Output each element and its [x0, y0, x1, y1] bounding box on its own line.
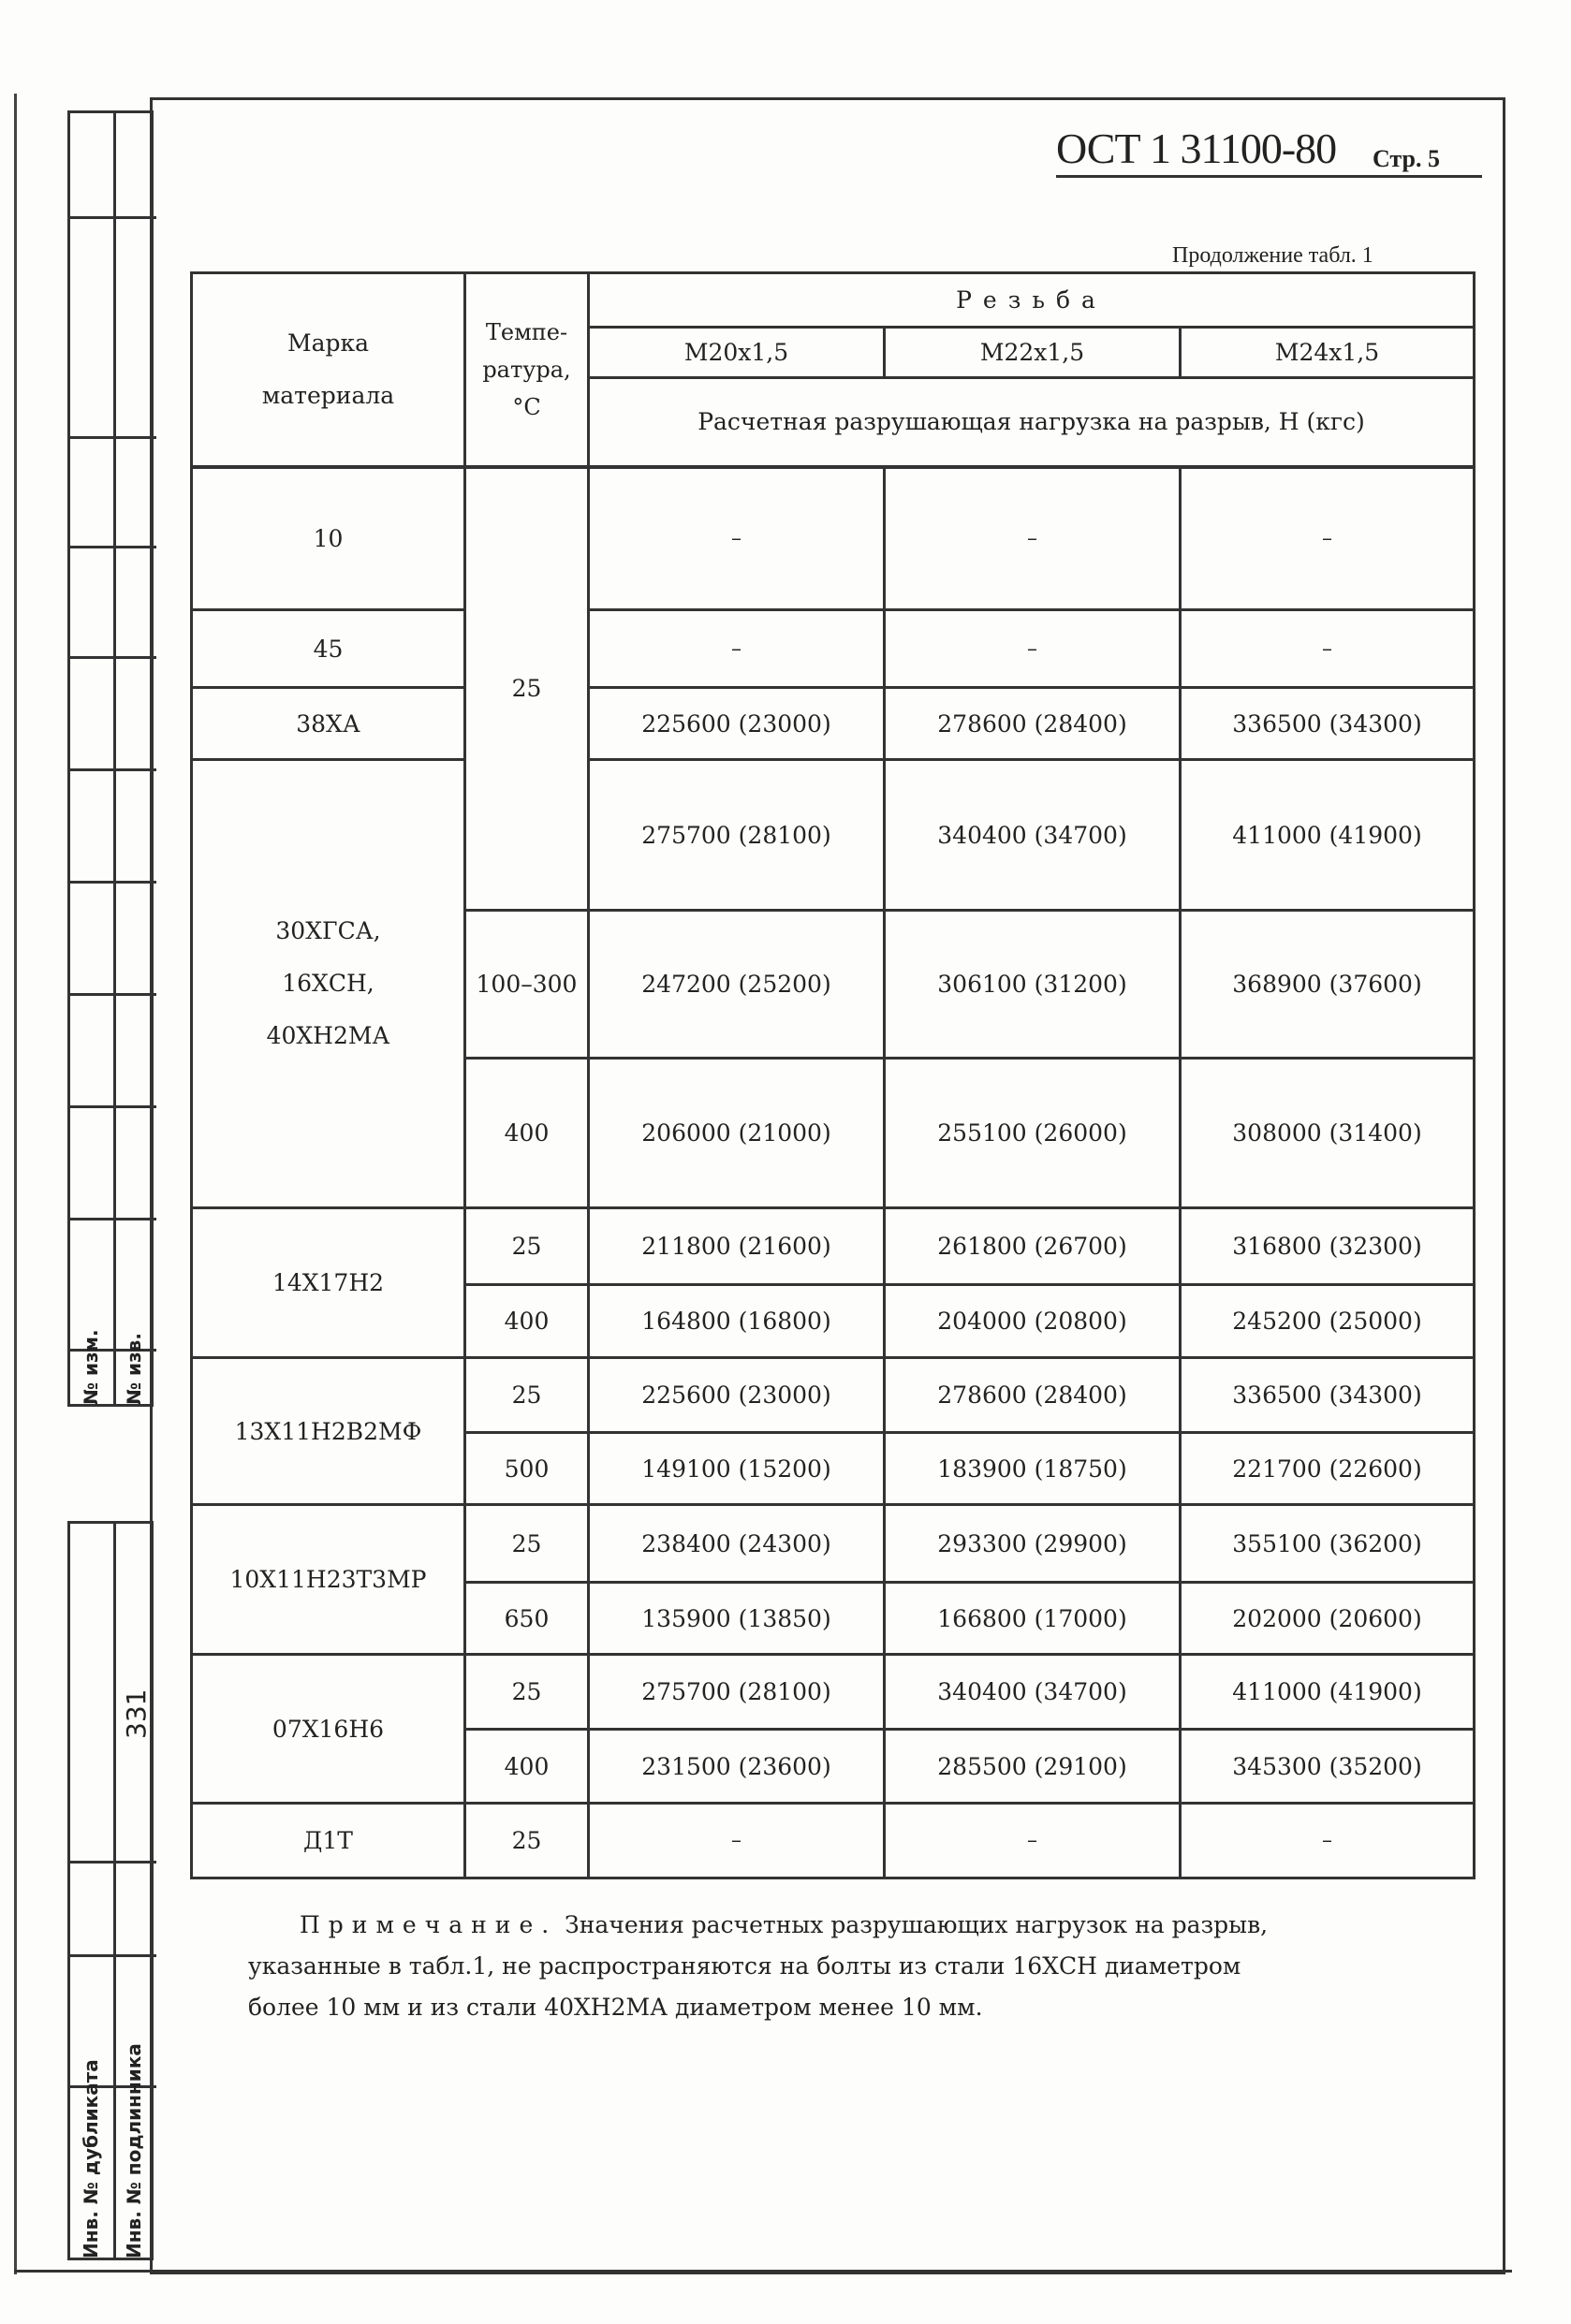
bottom-border-line — [14, 2270, 1512, 2273]
header-load: Расчетная разрушающая нагрузка на разрыв, Н (кгс) — [589, 378, 1475, 467]
value-cell: 411000 (41900) — [1181, 1655, 1475, 1730]
material-cell: Д1Т — [192, 1804, 465, 1878]
table-row — [192, 688, 1475, 760]
page-label: Стр. 5 — [1373, 145, 1440, 172]
value-cell: 275700 (28100) — [589, 1655, 885, 1730]
temperature-cell: 100–300 — [465, 911, 589, 1059]
value-cell: 345300 (35200) — [1181, 1730, 1475, 1804]
header-size-m22: М22х1,5 — [885, 328, 1181, 378]
value-cell: 261800 (26700) — [885, 1208, 1181, 1285]
temperature-cell: 25 — [465, 467, 589, 911]
value-cell: – — [589, 1804, 885, 1878]
header-row — [192, 273, 1475, 328]
value-cell: – — [885, 467, 1181, 610]
breaking-load-table — [190, 271, 1476, 1879]
duplicate-inventory-label: Инв. № дубликата — [80, 2059, 102, 2258]
temperature-cell: 25 — [465, 1655, 589, 1730]
note-line-2: указанные в табл.1, не распространяются на болты из стали 16ХСН диаметром — [248, 1952, 1241, 1980]
table-row — [192, 1804, 1475, 1878]
note-title: Примечание. — [300, 1911, 558, 1938]
temperature-cell: 25 — [465, 1804, 589, 1878]
value-cell: 202000 (20600) — [1181, 1583, 1475, 1655]
table-row — [192, 467, 1475, 610]
value-cell: 204000 (20800) — [885, 1285, 1181, 1358]
temperature-cell: 400 — [465, 1730, 589, 1804]
temperature-cell: 500 — [465, 1433, 589, 1505]
temperature-cell: 25 — [465, 1358, 589, 1433]
table-row — [192, 610, 1475, 688]
material-cell-group — [192, 760, 465, 1208]
material-cell: 14Х17Н2 — [192, 1208, 465, 1358]
header-size-m24: М24х1,5 — [1181, 328, 1475, 378]
value-cell: 206000 (21000) — [589, 1059, 885, 1208]
value-cell: – — [1181, 1804, 1475, 1878]
value-cell: 278600 (28400) — [885, 688, 1181, 760]
value-cell: 221700 (22600) — [1181, 1433, 1475, 1505]
value-cell: 293300 (29900) — [885, 1505, 1181, 1583]
original-inventory-label: Инв. № подлинника — [123, 2043, 145, 2258]
value-cell: 231500 (23600) — [589, 1730, 885, 1804]
value-cell: – — [885, 610, 1181, 688]
material-name: 40ХН2МА — [266, 1022, 390, 1049]
header-size-m20: М20х1,5 — [589, 328, 885, 378]
header-underline — [1056, 175, 1482, 178]
material-name: 30ХГСА, — [275, 917, 381, 944]
header-temperature — [465, 273, 589, 467]
value-cell: 285500 (29100) — [885, 1730, 1181, 1804]
temperature-cell: 25 — [465, 1505, 589, 1583]
temperature-cell: 400 — [465, 1059, 589, 1208]
value-cell: – — [885, 1804, 1181, 1878]
header-material — [192, 273, 465, 467]
margin-stamp-bottom — [67, 1521, 154, 2260]
header-material-line2: материала — [261, 381, 395, 409]
margin-stamp-top — [67, 110, 154, 1407]
value-cell: 316800 (32300) — [1181, 1208, 1475, 1285]
value-cell: 225600 (23000) — [589, 688, 885, 760]
table-row — [192, 1358, 1475, 1433]
temperature-cell: 400 — [465, 1285, 589, 1358]
value-cell: 164800 (16800) — [589, 1285, 885, 1358]
value-cell: 368900 (37600) — [1181, 911, 1475, 1059]
temperature-cell: 650 — [465, 1583, 589, 1655]
material-cell: 45 — [192, 610, 465, 688]
page-number: 331 — [121, 1688, 152, 1739]
table-row — [192, 1505, 1475, 1583]
material-cell: 38ХА — [192, 688, 465, 760]
value-cell: 275700 (28100) — [589, 760, 885, 911]
document-code: ОСТ 1 31100-80 — [1056, 124, 1337, 172]
table-row — [192, 1208, 1475, 1285]
material-cell: 13Х11Н2В2МФ — [192, 1358, 465, 1505]
table-row — [192, 760, 1475, 911]
value-cell: 149100 (15200) — [589, 1433, 885, 1505]
left-border-line — [14, 94, 17, 2274]
value-cell: 245200 (25000) — [1181, 1285, 1475, 1358]
value-cell: 225600 (23000) — [589, 1358, 885, 1433]
table-continuation-label: Продолжение табл. 1 — [1172, 243, 1373, 268]
table-row — [192, 1655, 1475, 1730]
value-cell: 340400 (34700) — [885, 760, 1181, 911]
notice-number-label: № изв. — [123, 1333, 145, 1405]
temperature-cell: 25 — [465, 1208, 589, 1285]
value-cell: 247200 (25200) — [589, 911, 885, 1059]
material-cell: 10 — [192, 467, 465, 610]
value-cell: 183900 (18750) — [885, 1433, 1181, 1505]
note-line-1: Значения расчетных разрушающих нагрузок на разрыв, — [565, 1911, 1269, 1938]
value-cell: 166800 (17000) — [885, 1583, 1181, 1655]
material-cell: 07Х16Н6 — [192, 1655, 465, 1804]
value-cell: – — [1181, 610, 1475, 688]
header-thread: Резьба — [589, 273, 1475, 328]
header-temp-line3: °С — [512, 393, 541, 420]
header-temp-line1: Темпе- — [485, 318, 568, 345]
value-cell: 336500 (34300) — [1181, 688, 1475, 760]
note-line-3: более 10 мм и из стали 40ХН2МА диаметром менее 10 мм. — [248, 1994, 983, 2021]
value-cell: 306100 (31200) — [885, 911, 1181, 1059]
header-temp-line2: ратура, — [482, 356, 571, 383]
value-cell: 211800 (21600) — [589, 1208, 885, 1285]
value-cell: 340400 (34700) — [885, 1655, 1181, 1730]
table-note — [248, 1905, 1446, 2028]
value-cell: 135900 (13850) — [589, 1583, 885, 1655]
value-cell: 278600 (28400) — [885, 1358, 1181, 1433]
value-cell: 411000 (41900) — [1181, 760, 1475, 911]
value-cell: – — [1181, 467, 1475, 610]
material-cell: 10Х11Н23Т3МР — [192, 1505, 465, 1655]
value-cell: 308000 (31400) — [1181, 1059, 1475, 1208]
value-cell: – — [589, 610, 885, 688]
value-cell: 355100 (36200) — [1181, 1505, 1475, 1583]
value-cell: 238400 (24300) — [589, 1505, 885, 1583]
value-cell: – — [589, 467, 885, 610]
value-cell: 255100 (26000) — [885, 1059, 1181, 1208]
change-number-label: № изм. — [80, 1329, 102, 1405]
header-material-line1: Марка — [286, 329, 370, 357]
value-cell: 336500 (34300) — [1181, 1358, 1475, 1433]
material-name: 16ХСН, — [282, 970, 374, 997]
